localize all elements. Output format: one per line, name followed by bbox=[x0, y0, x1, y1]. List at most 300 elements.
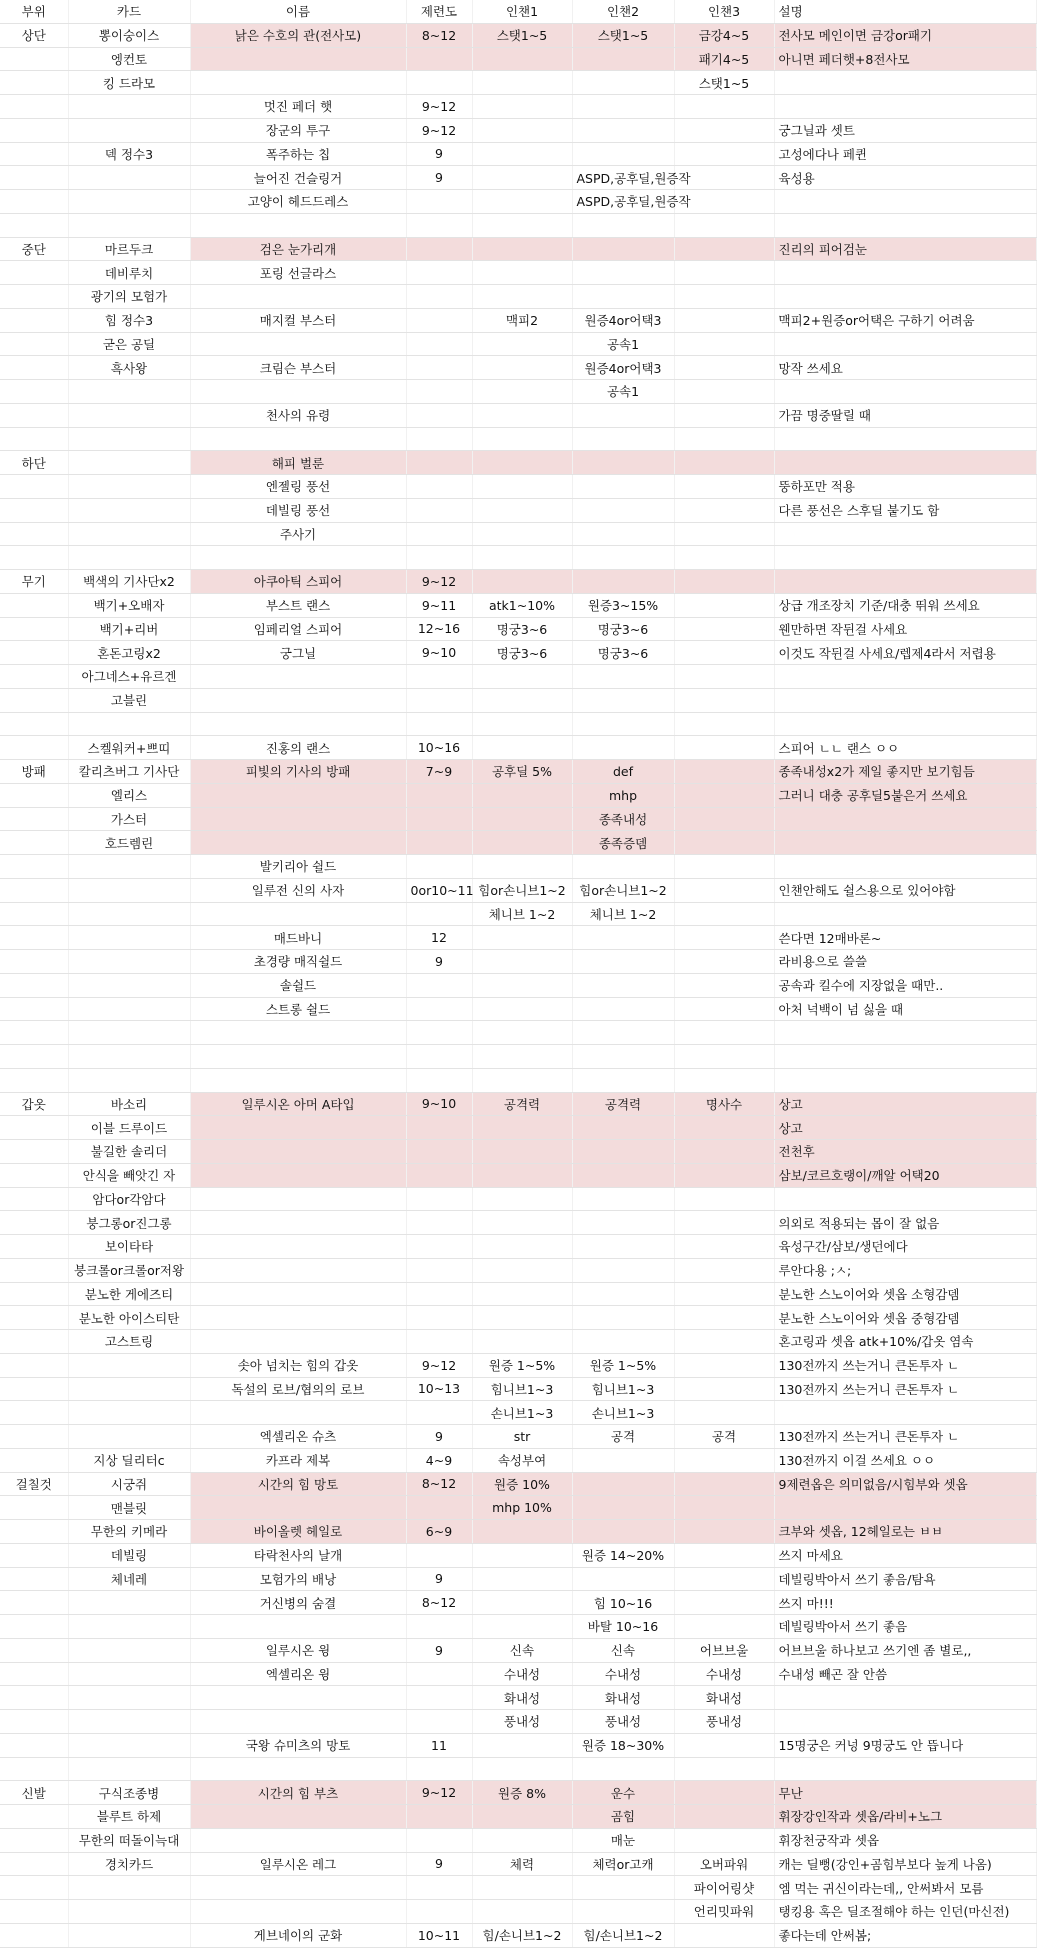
refine-cell[interactable] bbox=[406, 1258, 472, 1282]
enchant2-cell[interactable]: ASPD,공후딜,원증작 bbox=[572, 190, 674, 214]
description-cell[interactable] bbox=[774, 332, 1036, 356]
enchant3-cell[interactable] bbox=[674, 1330, 774, 1354]
enchant3-cell[interactable] bbox=[674, 831, 774, 855]
name-cell[interactable] bbox=[190, 285, 406, 309]
description-cell[interactable] bbox=[774, 1021, 1036, 1045]
enchant2-cell[interactable] bbox=[572, 1021, 674, 1045]
refine-cell[interactable] bbox=[406, 1068, 472, 1092]
card-cell[interactable] bbox=[68, 95, 190, 119]
refine-cell[interactable]: 0or10~11 bbox=[406, 878, 472, 902]
refine-cell[interactable] bbox=[406, 712, 472, 736]
card-cell[interactable] bbox=[68, 498, 190, 522]
description-cell[interactable]: 공속과 킬수에 지장없을 때만.. bbox=[774, 973, 1036, 997]
part-cell[interactable] bbox=[0, 1710, 68, 1734]
enchant1-cell[interactable] bbox=[472, 1805, 572, 1829]
name-cell[interactable] bbox=[190, 1401, 406, 1425]
enchant3-cell[interactable] bbox=[674, 1591, 774, 1615]
name-cell[interactable] bbox=[190, 71, 406, 95]
name-cell[interactable]: 천사의 유령 bbox=[190, 403, 406, 427]
enchant2-cell[interactable] bbox=[572, 997, 674, 1021]
part-cell[interactable] bbox=[0, 1900, 68, 1924]
enchant1-cell[interactable] bbox=[472, 356, 572, 380]
name-cell[interactable] bbox=[190, 546, 406, 570]
card-cell[interactable] bbox=[68, 902, 190, 926]
description-cell[interactable]: 분노한 스노이어와 셋옵 소형감뎀 bbox=[774, 1282, 1036, 1306]
description-cell[interactable]: 130전까지 쓰는거니 큰돈투자 ㄴ bbox=[774, 1377, 1036, 1401]
description-cell[interactable] bbox=[774, 190, 1036, 214]
refine-cell[interactable]: 12 bbox=[406, 926, 472, 950]
part-cell[interactable] bbox=[0, 736, 68, 760]
refine-cell[interactable] bbox=[406, 1401, 472, 1425]
part-cell[interactable] bbox=[0, 1330, 68, 1354]
part-cell[interactable] bbox=[0, 213, 68, 237]
enchant3-cell[interactable]: 언리밋파워 bbox=[674, 1900, 774, 1924]
enchant1-cell[interactable] bbox=[472, 546, 572, 570]
enchant1-cell[interactable]: 체니브 1~2 bbox=[472, 902, 572, 926]
enchant2-cell[interactable]: 명궁3~6 bbox=[572, 617, 674, 641]
enchant3-cell[interactable] bbox=[674, 118, 774, 142]
enchant3-cell[interactable]: 풍내성 bbox=[674, 1710, 774, 1734]
enchant3-cell[interactable] bbox=[674, 1306, 774, 1330]
enchant2-cell[interactable]: 명궁3~6 bbox=[572, 641, 674, 665]
card-cell[interactable] bbox=[68, 1876, 190, 1900]
name-cell[interactable]: 엑셀리온 윙 bbox=[190, 1662, 406, 1686]
enchant3-cell[interactable] bbox=[674, 451, 774, 475]
name-cell[interactable]: 고양이 헤드드레스 bbox=[190, 190, 406, 214]
enchant3-cell[interactable] bbox=[674, 1235, 774, 1259]
name-cell[interactable] bbox=[190, 1828, 406, 1852]
name-cell[interactable]: 게브네이의 군화 bbox=[190, 1923, 406, 1947]
enchant2-cell[interactable]: 공속1 bbox=[572, 332, 674, 356]
enchant3-cell[interactable] bbox=[674, 1353, 774, 1377]
enchant2-cell[interactable] bbox=[572, 1163, 674, 1187]
name-cell[interactable]: 매드바니 bbox=[190, 926, 406, 950]
part-cell[interactable] bbox=[0, 878, 68, 902]
enchant2-cell[interactable] bbox=[572, 1140, 674, 1164]
refine-cell[interactable] bbox=[406, 1116, 472, 1140]
card-cell[interactable] bbox=[68, 1021, 190, 1045]
enchant3-cell[interactable]: 명사수 bbox=[674, 1092, 774, 1116]
header-description[interactable]: 설명 bbox=[774, 0, 1036, 23]
description-cell[interactable]: 아처 넉백이 넘 싫을 때 bbox=[774, 997, 1036, 1021]
enchant3-cell[interactable]: 파이어링샷 bbox=[674, 1876, 774, 1900]
name-cell[interactable]: 시간의 힘 망토 bbox=[190, 1472, 406, 1496]
enchant1-cell[interactable]: 체력 bbox=[472, 1852, 572, 1876]
enchant1-cell[interactable]: 원증 1~5% bbox=[472, 1353, 572, 1377]
enchant2-cell[interactable] bbox=[572, 285, 674, 309]
part-cell[interactable] bbox=[0, 166, 68, 190]
card-cell[interactable]: 무한의 키메라 bbox=[68, 1520, 190, 1544]
enchant3-cell[interactable] bbox=[674, 1211, 774, 1235]
header-refine[interactable]: 제련도 bbox=[406, 0, 472, 23]
enchant1-cell[interactable] bbox=[472, 403, 572, 427]
enchant3-cell[interactable] bbox=[674, 641, 774, 665]
card-cell[interactable]: 구식조종병 bbox=[68, 1781, 190, 1805]
part-cell[interactable] bbox=[0, 1520, 68, 1544]
enchant2-cell[interactable] bbox=[572, 1211, 674, 1235]
enchant3-cell[interactable] bbox=[674, 380, 774, 404]
description-cell[interactable] bbox=[774, 570, 1036, 594]
part-cell[interactable]: 중단 bbox=[0, 237, 68, 261]
description-cell[interactable]: 혼고링과 셋옵 atk+10%/갑옷 염속 bbox=[774, 1330, 1036, 1354]
enchant2-cell[interactable]: ASPD,공후딜,원증작 bbox=[572, 166, 674, 190]
description-cell[interactable]: 의외로 적용되는 몹이 잘 없음 bbox=[774, 1211, 1036, 1235]
part-cell[interactable] bbox=[0, 475, 68, 499]
part-cell[interactable] bbox=[0, 593, 68, 617]
enchant2-cell[interactable] bbox=[572, 261, 674, 285]
description-cell[interactable] bbox=[774, 380, 1036, 404]
card-cell[interactable] bbox=[68, 1425, 190, 1449]
enchant1-cell[interactable] bbox=[472, 237, 572, 261]
refine-cell[interactable]: 9 bbox=[406, 1567, 472, 1591]
name-cell[interactable]: 엑셀리온 슈츠 bbox=[190, 1425, 406, 1449]
enchant2-cell[interactable]: 공격 bbox=[572, 1425, 674, 1449]
description-cell[interactable] bbox=[774, 546, 1036, 570]
name-cell[interactable] bbox=[190, 1021, 406, 1045]
enchant2-cell[interactable] bbox=[572, 1045, 674, 1069]
part-cell[interactable] bbox=[0, 1116, 68, 1140]
name-cell[interactable] bbox=[190, 665, 406, 689]
part-cell[interactable] bbox=[0, 1757, 68, 1781]
refine-cell[interactable] bbox=[406, 665, 472, 689]
enchant3-cell[interactable] bbox=[674, 1733, 774, 1757]
enchant2-cell[interactable] bbox=[572, 688, 674, 712]
enchant3-cell[interactable] bbox=[674, 522, 774, 546]
enchant1-cell[interactable] bbox=[472, 1282, 572, 1306]
name-cell[interactable] bbox=[190, 1140, 406, 1164]
description-cell[interactable] bbox=[774, 95, 1036, 119]
part-cell[interactable] bbox=[0, 1211, 68, 1235]
description-cell[interactable] bbox=[774, 427, 1036, 451]
card-cell[interactable]: 흑사왕 bbox=[68, 356, 190, 380]
header-enchant2[interactable]: 인챈2 bbox=[572, 0, 674, 23]
enchant1-cell[interactable] bbox=[472, 926, 572, 950]
enchant3-cell[interactable] bbox=[674, 736, 774, 760]
name-cell[interactable]: 매지컬 부스터 bbox=[190, 308, 406, 332]
enchant2-cell[interactable]: 힘니브1~3 bbox=[572, 1377, 674, 1401]
description-cell[interactable] bbox=[774, 902, 1036, 926]
enchant2-cell[interactable] bbox=[572, 855, 674, 879]
enchant3-cell[interactable] bbox=[674, 902, 774, 926]
name-cell[interactable] bbox=[190, 427, 406, 451]
description-cell[interactable]: 웬만하면 작뒨걸 사세요 bbox=[774, 617, 1036, 641]
card-cell[interactable]: 칼리츠버그 기사단 bbox=[68, 760, 190, 784]
description-cell[interactable]: 어브브울 하나보고 쓰기엔 좀 별로,, bbox=[774, 1638, 1036, 1662]
description-cell[interactable]: 그러니 대충 공후딜5붙은거 쓰세요 bbox=[774, 783, 1036, 807]
enchant2-cell[interactable] bbox=[572, 1520, 674, 1544]
enchant3-cell[interactable] bbox=[674, 1781, 774, 1805]
enchant3-cell[interactable] bbox=[674, 1187, 774, 1211]
part-cell[interactable] bbox=[0, 1805, 68, 1829]
description-cell[interactable] bbox=[774, 522, 1036, 546]
enchant1-cell[interactable] bbox=[472, 1733, 572, 1757]
card-cell[interactable] bbox=[68, 1662, 190, 1686]
enchant2-cell[interactable]: 화내성 bbox=[572, 1686, 674, 1710]
card-cell[interactable] bbox=[68, 213, 190, 237]
description-cell[interactable]: 루안다용 ;ㅅ; bbox=[774, 1258, 1036, 1282]
description-cell[interactable]: 육성구간/삼보/생던에다 bbox=[774, 1235, 1036, 1259]
part-cell[interactable] bbox=[0, 1235, 68, 1259]
refine-cell[interactable]: 9 bbox=[406, 950, 472, 974]
enchant2-cell[interactable]: 원증 18~30% bbox=[572, 1733, 674, 1757]
enchant2-cell[interactable]: 매눈 bbox=[572, 1828, 674, 1852]
enchant3-cell[interactable]: 공격 bbox=[674, 1425, 774, 1449]
name-cell[interactable] bbox=[190, 47, 406, 71]
card-cell[interactable]: 데비루치 bbox=[68, 261, 190, 285]
part-cell[interactable]: 신발 bbox=[0, 1781, 68, 1805]
enchant2-cell[interactable] bbox=[572, 1900, 674, 1924]
card-cell[interactable]: 이블 드루이드 bbox=[68, 1116, 190, 1140]
description-cell[interactable] bbox=[774, 1757, 1036, 1781]
description-cell[interactable] bbox=[774, 807, 1036, 831]
enchant1-cell[interactable] bbox=[472, 451, 572, 475]
description-cell[interactable] bbox=[774, 451, 1036, 475]
part-cell[interactable] bbox=[0, 1021, 68, 1045]
card-cell[interactable] bbox=[68, 1615, 190, 1639]
card-cell[interactable] bbox=[68, 1923, 190, 1947]
name-cell[interactable]: 부스트 랜스 bbox=[190, 593, 406, 617]
card-cell[interactable] bbox=[68, 1591, 190, 1615]
refine-cell[interactable]: 12~16 bbox=[406, 617, 472, 641]
description-cell[interactable]: 크부와 셋옵, 12헤일로는 ㅂㅂ bbox=[774, 1520, 1036, 1544]
refine-cell[interactable] bbox=[406, 1543, 472, 1567]
name-cell[interactable]: 일루전 신의 사자 bbox=[190, 878, 406, 902]
part-cell[interactable] bbox=[0, 1496, 68, 1520]
enchant2-cell[interactable] bbox=[572, 475, 674, 499]
card-cell[interactable]: 체네레 bbox=[68, 1567, 190, 1591]
enchant1-cell[interactable] bbox=[472, 475, 572, 499]
description-cell[interactable]: 데빌링박아서 쓰기 좋음 bbox=[774, 1615, 1036, 1639]
name-cell[interactable]: 해피 벌룬 bbox=[190, 451, 406, 475]
card-cell[interactable] bbox=[68, 1401, 190, 1425]
name-cell[interactable]: 주사기 bbox=[190, 522, 406, 546]
card-cell[interactable]: 엥컨토 bbox=[68, 47, 190, 71]
part-cell[interactable] bbox=[0, 1140, 68, 1164]
name-cell[interactable]: 낡은 수호의 관(전사모) bbox=[190, 23, 406, 47]
enchant2-cell[interactable] bbox=[572, 665, 674, 689]
refine-cell[interactable] bbox=[406, 1828, 472, 1852]
part-cell[interactable] bbox=[0, 1448, 68, 1472]
part-cell[interactable] bbox=[0, 71, 68, 95]
description-cell[interactable] bbox=[774, 855, 1036, 879]
enchant1-cell[interactable] bbox=[472, 1543, 572, 1567]
name-cell[interactable]: 발키리아 쉴드 bbox=[190, 855, 406, 879]
card-cell[interactable]: 백기+리버 bbox=[68, 617, 190, 641]
enchant3-cell[interactable]: 오버파워 bbox=[674, 1852, 774, 1876]
name-cell[interactable]: 바이올렛 헤일로 bbox=[190, 1520, 406, 1544]
refine-cell[interactable] bbox=[406, 831, 472, 855]
refine-cell[interactable]: 9~12 bbox=[406, 95, 472, 119]
card-cell[interactable] bbox=[68, 1733, 190, 1757]
description-cell[interactable]: 캐는 딜뻥(강인+곰힘부보다 높게 나옴) bbox=[774, 1852, 1036, 1876]
enchant2-cell[interactable]: 원증 14~20% bbox=[572, 1543, 674, 1567]
enchant3-cell[interactable] bbox=[674, 332, 774, 356]
refine-cell[interactable] bbox=[406, 1282, 472, 1306]
enchant2-cell[interactable]: 공속1 bbox=[572, 380, 674, 404]
refine-cell[interactable] bbox=[406, 1615, 472, 1639]
enchant1-cell[interactable] bbox=[472, 142, 572, 166]
enchant2-cell[interactable]: 힘 10~16 bbox=[572, 1591, 674, 1615]
card-cell[interactable]: 암다or각암다 bbox=[68, 1187, 190, 1211]
name-cell[interactable] bbox=[190, 1163, 406, 1187]
card-cell[interactable]: 분노한 게에즈티 bbox=[68, 1282, 190, 1306]
card-cell[interactable]: 고스트링 bbox=[68, 1330, 190, 1354]
refine-cell[interactable] bbox=[406, 213, 472, 237]
enchant2-cell[interactable]: 곰힘 bbox=[572, 1805, 674, 1829]
enchant2-cell[interactable]: def bbox=[572, 760, 674, 784]
enchant3-cell[interactable] bbox=[674, 1567, 774, 1591]
refine-cell[interactable] bbox=[406, 332, 472, 356]
enchant1-cell[interactable] bbox=[472, 1116, 572, 1140]
card-cell[interactable]: 덱 정수3 bbox=[68, 142, 190, 166]
enchant2-cell[interactable]: 원증4or어택3 bbox=[572, 356, 674, 380]
refine-cell[interactable] bbox=[406, 71, 472, 95]
enchant1-cell[interactable]: 풍내성 bbox=[472, 1710, 572, 1734]
refine-cell[interactable] bbox=[406, 1306, 472, 1330]
card-cell[interactable] bbox=[68, 1377, 190, 1401]
name-cell[interactable]: 포링 선글라스 bbox=[190, 261, 406, 285]
enchant1-cell[interactable] bbox=[472, 332, 572, 356]
card-cell[interactable]: 광기의 모험가 bbox=[68, 285, 190, 309]
part-cell[interactable] bbox=[0, 1377, 68, 1401]
part-cell[interactable] bbox=[0, 688, 68, 712]
refine-cell[interactable]: 8~12 bbox=[406, 1591, 472, 1615]
description-cell[interactable]: 고성에다나 페퀸 bbox=[774, 142, 1036, 166]
enchant3-cell[interactable] bbox=[674, 1757, 774, 1781]
refine-cell[interactable]: 9~12 bbox=[406, 570, 472, 594]
enchant2-cell[interactable] bbox=[572, 1472, 674, 1496]
description-cell[interactable]: 종족내성x2가 제일 좋지만 보기힘듬 bbox=[774, 760, 1036, 784]
name-cell[interactable] bbox=[190, 1045, 406, 1069]
description-cell[interactable] bbox=[774, 71, 1036, 95]
enchant2-cell[interactable] bbox=[572, 1757, 674, 1781]
name-cell[interactable] bbox=[190, 1805, 406, 1829]
enchant2-cell[interactable] bbox=[572, 118, 674, 142]
description-cell[interactable]: 좋다는데 안써봄; bbox=[774, 1923, 1036, 1947]
enchant3-cell[interactable] bbox=[674, 1377, 774, 1401]
part-cell[interactable] bbox=[0, 427, 68, 451]
enchant2-cell[interactable]: 수내성 bbox=[572, 1662, 674, 1686]
enchant3-cell[interactable] bbox=[674, 1448, 774, 1472]
part-cell[interactable] bbox=[0, 522, 68, 546]
name-cell[interactable]: 피빛의 기사의 방패 bbox=[190, 760, 406, 784]
refine-cell[interactable] bbox=[406, 380, 472, 404]
enchant2-cell[interactable] bbox=[572, 973, 674, 997]
enchant2-cell[interactable] bbox=[572, 712, 674, 736]
name-cell[interactable]: 일루시온 윙 bbox=[190, 1638, 406, 1662]
enchant1-cell[interactable]: 손니브1~3 bbox=[472, 1401, 572, 1425]
card-cell[interactable] bbox=[68, 190, 190, 214]
description-cell[interactable]: 진리의 피어검눈 bbox=[774, 237, 1036, 261]
description-cell[interactable]: 15명궁은 커넝 9명궁도 안 뜹니다 bbox=[774, 1733, 1036, 1757]
enchant1-cell[interactable]: 힘니브1~3 bbox=[472, 1377, 572, 1401]
refine-cell[interactable] bbox=[406, 973, 472, 997]
description-cell[interactable]: 다른 풍선은 스후딜 붙기도 함 bbox=[774, 498, 1036, 522]
card-cell[interactable] bbox=[68, 475, 190, 499]
card-cell[interactable] bbox=[68, 1638, 190, 1662]
part-cell[interactable] bbox=[0, 546, 68, 570]
card-cell[interactable]: 아그네스+유르겐 bbox=[68, 665, 190, 689]
enchant3-cell[interactable] bbox=[674, 475, 774, 499]
part-cell[interactable] bbox=[0, 1876, 68, 1900]
enchant1-cell[interactable] bbox=[472, 1211, 572, 1235]
enchant1-cell[interactable] bbox=[472, 213, 572, 237]
card-cell[interactable]: 뽕이숭이스 bbox=[68, 23, 190, 47]
description-cell[interactable]: 쓰지 마세요 bbox=[774, 1543, 1036, 1567]
enchant3-cell[interactable] bbox=[674, 1496, 774, 1520]
description-cell[interactable]: 탱킹용 혹은 딜조절해야 하는 인던(마신전) bbox=[774, 1900, 1036, 1924]
enchant1-cell[interactable] bbox=[472, 285, 572, 309]
card-cell[interactable] bbox=[68, 1686, 190, 1710]
enchant2-cell[interactable] bbox=[572, 1258, 674, 1282]
name-cell[interactable] bbox=[190, 902, 406, 926]
enchant2-cell[interactable] bbox=[572, 950, 674, 974]
name-cell[interactable]: 멋진 페더 햇 bbox=[190, 95, 406, 119]
enchant1-cell[interactable] bbox=[472, 71, 572, 95]
card-cell[interactable] bbox=[68, 118, 190, 142]
card-cell[interactable]: 백기+오배자 bbox=[68, 593, 190, 617]
enchant3-cell[interactable] bbox=[674, 1615, 774, 1639]
name-cell[interactable] bbox=[190, 783, 406, 807]
enchant1-cell[interactable] bbox=[472, 570, 572, 594]
refine-cell[interactable] bbox=[406, 1710, 472, 1734]
card-cell[interactable]: 분노한 아이스티탄 bbox=[68, 1306, 190, 1330]
enchant3-cell[interactable] bbox=[674, 1068, 774, 1092]
enchant3-cell[interactable] bbox=[674, 712, 774, 736]
name-cell[interactable] bbox=[190, 1615, 406, 1639]
enchant2-cell[interactable] bbox=[572, 403, 674, 427]
enchant3-cell[interactable] bbox=[674, 1021, 774, 1045]
enchant2-cell[interactable]: mhp bbox=[572, 783, 674, 807]
enchant3-cell[interactable] bbox=[674, 1163, 774, 1187]
name-cell[interactable]: 시간의 힘 부츠 bbox=[190, 1781, 406, 1805]
name-cell[interactable]: 카프라 제복 bbox=[190, 1448, 406, 1472]
enchant1-cell[interactable] bbox=[472, 1615, 572, 1639]
enchant3-cell[interactable] bbox=[674, 1828, 774, 1852]
part-cell[interactable] bbox=[0, 356, 68, 380]
description-cell[interactable]: 무난 bbox=[774, 1781, 1036, 1805]
name-cell[interactable]: 초경량 매직쉴드 bbox=[190, 950, 406, 974]
part-cell[interactable] bbox=[0, 1733, 68, 1757]
enchant2-cell[interactable] bbox=[572, 736, 674, 760]
part-cell[interactable] bbox=[0, 855, 68, 879]
enchant1-cell[interactable] bbox=[472, 783, 572, 807]
enchant3-cell[interactable]: 수내성 bbox=[674, 1662, 774, 1686]
description-cell[interactable]: 130전까지 쓰는거니 큰돈투자 ㄴ bbox=[774, 1353, 1036, 1377]
enchant1-cell[interactable]: mhp 10% bbox=[472, 1496, 572, 1520]
part-cell[interactable] bbox=[0, 1543, 68, 1567]
name-cell[interactable] bbox=[190, 1258, 406, 1282]
description-cell[interactable]: 휘장천궁작과 셋옵 bbox=[774, 1828, 1036, 1852]
enchant3-cell[interactable] bbox=[674, 356, 774, 380]
description-cell[interactable]: 삼보/코르호랭이/깨알 어택20 bbox=[774, 1163, 1036, 1187]
enchant2-cell[interactable]: 원증4or어택3 bbox=[572, 308, 674, 332]
enchant2-cell[interactable] bbox=[572, 1068, 674, 1092]
enchant2-cell[interactable] bbox=[572, 1876, 674, 1900]
enchant3-cell[interactable] bbox=[674, 403, 774, 427]
refine-cell[interactable] bbox=[406, 1686, 472, 1710]
part-cell[interactable]: 갑옷 bbox=[0, 1092, 68, 1116]
refine-cell[interactable]: 9 bbox=[406, 166, 472, 190]
refine-cell[interactable]: 9~10 bbox=[406, 1092, 472, 1116]
card-cell[interactable]: 백색의 기사단x2 bbox=[68, 570, 190, 594]
refine-cell[interactable] bbox=[406, 1021, 472, 1045]
refine-cell[interactable] bbox=[406, 261, 472, 285]
card-cell[interactable]: 데빌링 bbox=[68, 1543, 190, 1567]
enchant1-cell[interactable]: 원증 8% bbox=[472, 1781, 572, 1805]
part-cell[interactable] bbox=[0, 118, 68, 142]
header-enchant1[interactable]: 인챈1 bbox=[472, 0, 572, 23]
